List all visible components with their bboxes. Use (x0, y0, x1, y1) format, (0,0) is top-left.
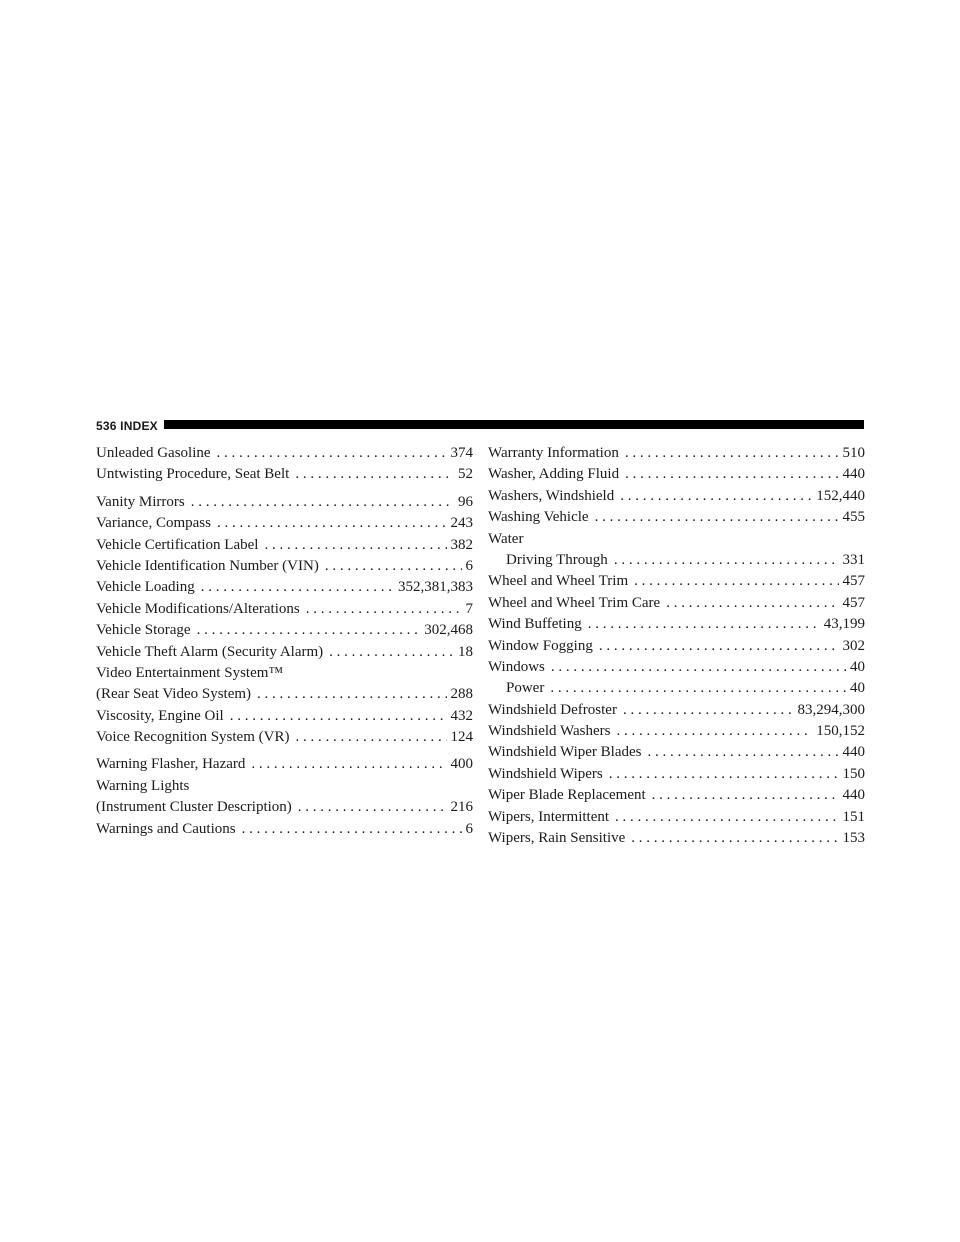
dot-leader (197, 620, 421, 641)
index-term: Unleaded Gasoline (96, 445, 211, 461)
index-subentry (488, 678, 865, 699)
index-term: Window Fogging (488, 637, 593, 654)
index-entry (488, 593, 865, 614)
index-term: Vehicle Identification Number (VIN) (96, 557, 319, 574)
index-page-ref: 7 (465, 600, 473, 617)
index-term: Wiper Blade Replacement (488, 787, 646, 804)
index-entry (96, 797, 473, 818)
dot-leader (306, 599, 462, 620)
index-term: (Instrument Cluster Description) (96, 799, 292, 816)
index-entry (96, 464, 473, 485)
index-entry (96, 492, 473, 513)
dot-leader (550, 678, 846, 699)
index-entry (96, 513, 473, 534)
index-entry (96, 620, 473, 641)
index-page-ref: 124 (450, 729, 473, 746)
index-entry (488, 443, 865, 464)
index-page-ref: 302,468 (424, 622, 473, 639)
index-entry (488, 614, 865, 635)
index-column-left (96, 443, 473, 840)
index-term: Variance, Compass (96, 515, 211, 532)
page-number: 536 (96, 419, 117, 433)
index-subentry (488, 550, 865, 571)
section-title: INDEX (120, 419, 158, 433)
dot-leader (620, 486, 812, 507)
index-term: Untwisting Procedure, Seat Belt (96, 466, 290, 483)
index-page-ref: 150,152 (816, 723, 865, 740)
index-page-ref: 382 (450, 536, 473, 553)
page-header-label (96, 419, 164, 433)
index-term: Vehicle Modifications/Alterations (96, 600, 300, 617)
index-entry (488, 507, 865, 528)
index-page-ref: 153 (842, 830, 865, 847)
index-entry (488, 700, 865, 721)
index-page-ref: 243 (450, 515, 473, 532)
index-entry (488, 742, 865, 763)
index-entry (488, 721, 865, 742)
index-heading: Water (488, 530, 524, 547)
index-page-ref: 302 (842, 637, 865, 654)
index-term: Wheel and Wheel Trim (488, 573, 629, 590)
index-term: Washers, Windshield (488, 487, 615, 504)
dot-leader (609, 764, 839, 785)
dot-leader (595, 507, 839, 528)
index-column-right (488, 443, 865, 849)
dot-leader (625, 464, 838, 485)
index-entry (488, 807, 865, 828)
index-term: Washer, Adding Fluid (488, 466, 620, 483)
index-entry (96, 727, 473, 748)
index-entry (96, 535, 473, 556)
index-page-ref: 440 (842, 787, 865, 804)
index-page-ref: 6 (465, 557, 473, 574)
dot-leader (652, 785, 839, 806)
index-entry (96, 819, 473, 840)
dot-leader (599, 636, 839, 657)
page-header (96, 416, 864, 434)
index-page-ref: 83,294,300 (797, 701, 865, 718)
index-page-ref: 331 (842, 551, 865, 568)
index-term: Voice Recognition System (VR) (96, 729, 290, 746)
index-entry (96, 443, 473, 464)
index-term: Windshield Wiper Blades (488, 744, 642, 761)
dot-leader (614, 550, 839, 571)
index-entry (488, 571, 865, 592)
index-term: Windshield Defroster (488, 701, 617, 718)
index-entry (488, 464, 865, 485)
index-term: Vanity Mirrors (96, 493, 185, 510)
index-term: Vehicle Storage (96, 622, 191, 639)
index-entry (488, 785, 865, 806)
index-page-ref: 150 (842, 765, 865, 782)
index-page-ref: 432 (450, 707, 473, 724)
index-term: Viscosity, Engine Oil (96, 707, 224, 724)
index-page-ref: 400 (450, 756, 473, 773)
index-page-ref: 510 (842, 445, 865, 461)
dot-leader (191, 492, 454, 513)
index-entry (488, 764, 865, 785)
index-entry (96, 642, 473, 663)
dot-leader (217, 513, 447, 534)
header-rule (164, 420, 864, 429)
dot-leader (217, 443, 447, 464)
index-page-ref: 152,440 (816, 487, 865, 504)
index-entry (96, 556, 473, 577)
index-term: Driving Through (506, 551, 608, 568)
dot-leader (242, 819, 462, 840)
dot-leader (616, 721, 812, 742)
index-page-ref: 440 (842, 466, 865, 483)
dot-leader (551, 657, 846, 678)
index-term: Warnings and Cautions (96, 820, 236, 837)
index-entry (96, 754, 473, 775)
dot-leader (325, 556, 462, 577)
index-term: Wipers, Rain Sensitive (488, 830, 626, 847)
index-entry (96, 706, 473, 727)
dot-leader (631, 828, 838, 849)
dot-leader (634, 571, 838, 592)
index-page-ref: 288 (450, 686, 473, 703)
index-term: Power (506, 680, 545, 697)
index-entry (96, 684, 473, 705)
index-page-ref: 52 (458, 466, 473, 483)
index-entry (488, 486, 865, 507)
index-page-ref: 440 (842, 744, 865, 761)
index-term: Wind Buffeting (488, 616, 582, 633)
index-page-ref: 457 (842, 573, 865, 590)
index-term: Vehicle Theft Alarm (Security Alarm) (96, 643, 324, 660)
index-heading: Video Entertainment System™ (96, 664, 284, 681)
index-term: Windows (488, 658, 545, 675)
index-page-ref: 18 (458, 643, 473, 660)
index-page-ref: 352,381,383 (398, 579, 473, 596)
index-term: Washing Vehicle (488, 509, 589, 526)
index-page-ref: 6 (465, 820, 473, 837)
index-term: Vehicle Loading (96, 579, 195, 596)
index-page-ref: 40 (850, 658, 865, 675)
dot-leader (648, 742, 839, 763)
dot-leader (588, 614, 820, 635)
index-term: Windshield Washers (488, 723, 611, 740)
index-page-ref: 151 (842, 808, 865, 825)
index-entry (488, 657, 865, 678)
dot-leader (295, 727, 446, 748)
dot-leader (201, 577, 394, 598)
index-entry (96, 599, 473, 620)
index-page-ref: 455 (842, 509, 865, 526)
dot-leader (625, 443, 839, 464)
index-term: Warranty Information (488, 445, 619, 461)
index-term: Wheel and Wheel Trim Care (488, 594, 661, 611)
index-entry (488, 636, 865, 657)
index-page-ref: 374 (450, 445, 473, 461)
index-page-ref: 96 (458, 493, 473, 510)
dot-leader (264, 535, 446, 556)
index-term: Warning Flasher, Hazard (96, 756, 246, 773)
index-heading: Warning Lights (96, 777, 190, 794)
index-page-ref: 43,199 (823, 616, 865, 633)
index-term: Windshield Wipers (488, 765, 603, 782)
dot-leader (329, 642, 454, 663)
dot-leader (295, 464, 454, 485)
dot-leader (230, 706, 447, 727)
index-entry (488, 828, 865, 849)
dot-leader (298, 797, 447, 818)
dot-leader (615, 807, 838, 828)
dot-leader (666, 593, 838, 614)
index-entry (96, 577, 473, 598)
dot-leader (257, 684, 446, 705)
index-page-ref: 216 (450, 799, 473, 816)
index-page-ref: 457 (842, 594, 865, 611)
index-term: Wipers, Intermittent (488, 808, 610, 825)
index-term: (Rear Seat Video System) (96, 686, 252, 703)
index-page-ref: 40 (850, 680, 865, 697)
index-term: Vehicle Certification Label (96, 536, 259, 553)
dot-leader (623, 700, 794, 721)
dot-leader (251, 754, 446, 775)
